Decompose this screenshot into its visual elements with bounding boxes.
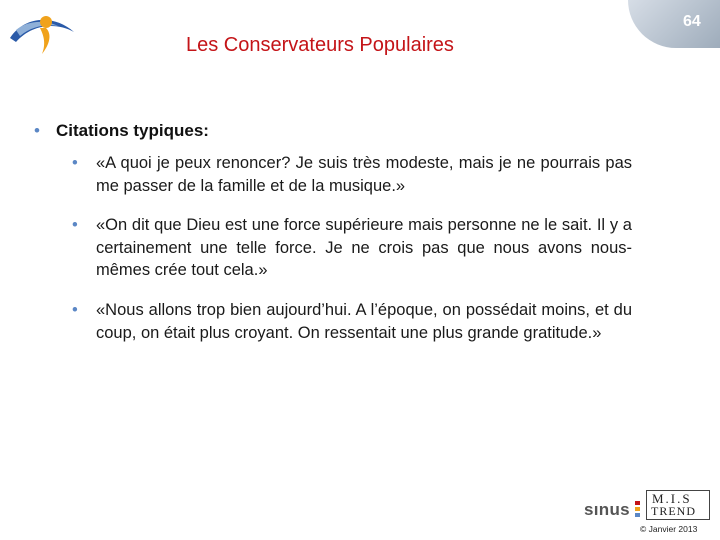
page-number-badge: [628, 0, 720, 48]
bullet-marker: •: [34, 121, 40, 140]
dots-icon: [634, 498, 642, 518]
slide-title: Les Conservateurs Populaires: [186, 34, 454, 56]
bullet-marker: •: [72, 216, 78, 234]
mis-logo-top: M.I.S: [652, 491, 692, 506]
heading-text: Citations typiques:: [55, 121, 209, 140]
swoosh-logo-icon: [6, 8, 76, 58]
bullet-marker: •: [72, 154, 78, 172]
mis-logo-bottom: TREND: [651, 504, 696, 518]
copyright-notice: © Janvier 2013: [640, 524, 698, 534]
quote-text: «Nous allons trop bien aujourd’hui. A l’époque, on possédait moins, et du coup, on était plus croyant. On ressentait une plus grande gratitude.»: [96, 301, 632, 342]
quote-item: [72, 214, 632, 282]
section-heading: [34, 121, 209, 141]
quote-item: [72, 299, 632, 344]
quote-item: [72, 152, 632, 197]
page-number: 64: [683, 13, 701, 30]
sinus-logo: sınus: [584, 500, 630, 519]
bullet-marker: •: [72, 301, 78, 319]
quote-text: «A quoi je peux renoncer? Je suis très modeste, mais je ne pourrais pas me passer de la famille et de la musique.»: [96, 154, 632, 195]
quote-text: «On dit que Dieu est une force supérieure mais personne ne le sait. Il y a certainement une telle force. Je ne crois pas que nous avons nous-mêmes crée tout cela.»: [96, 216, 632, 279]
mis-trend-logo: [646, 490, 710, 520]
